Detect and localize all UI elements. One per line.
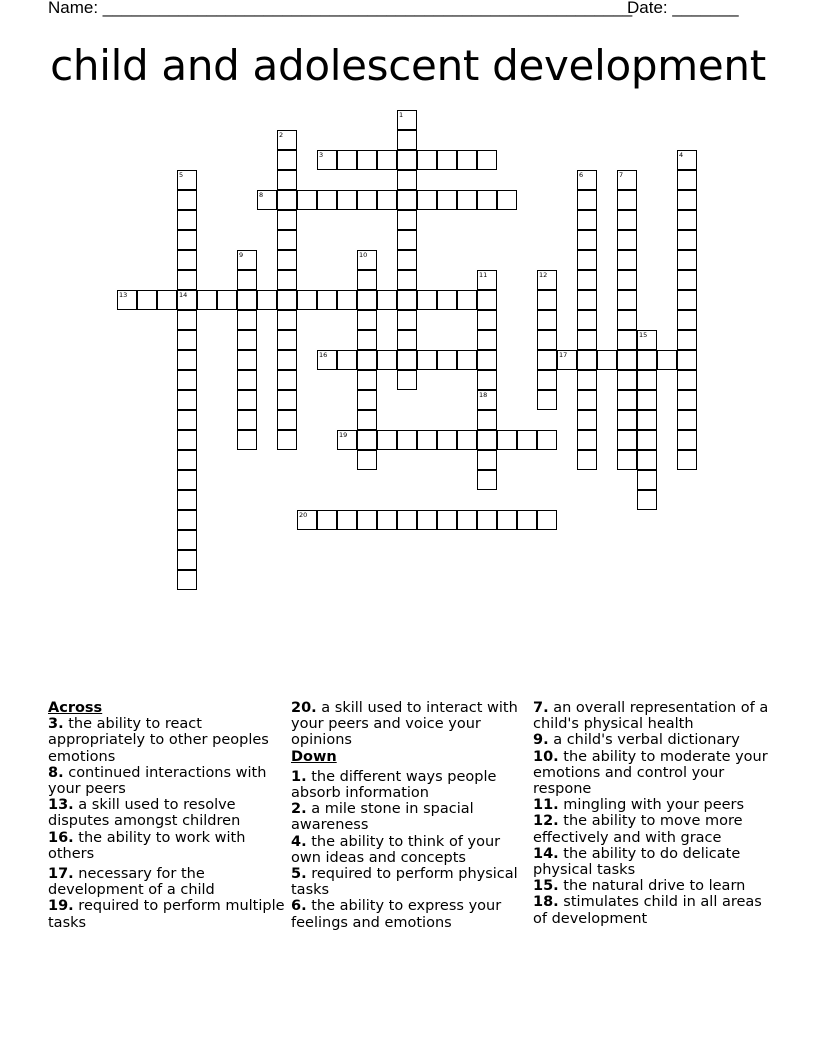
grid-cell[interactable] (397, 350, 417, 370)
grid-cell[interactable] (237, 250, 257, 270)
clue-down-7: 7. an overall representation of a child's physical health (533, 700, 769, 733)
grid-cell[interactable] (577, 350, 597, 370)
grid-cell[interactable] (277, 270, 297, 290)
grid-cell[interactable] (617, 430, 637, 450)
grid-cell[interactable] (517, 510, 537, 530)
grid-cell[interactable] (617, 390, 637, 410)
grid-cell[interactable] (317, 350, 337, 370)
grid-cell[interactable] (277, 370, 297, 390)
grid-cell[interactable] (477, 470, 497, 490)
grid-cell[interactable] (377, 510, 397, 530)
grid-cell[interactable] (397, 230, 417, 250)
grid-cell[interactable] (457, 430, 477, 450)
grid-cell[interactable] (537, 390, 557, 410)
grid-cell[interactable] (577, 430, 597, 450)
grid-cell[interactable] (677, 350, 697, 370)
grid-cell[interactable] (457, 150, 477, 170)
clue-number-9: 9 (239, 251, 244, 259)
clue-down-12: 12. the ability to move more effectively and with grace (533, 813, 743, 846)
grid-cell[interactable] (677, 370, 697, 390)
grid-cell[interactable] (437, 190, 457, 210)
grid-cell[interactable] (637, 330, 657, 350)
grid-cell[interactable] (397, 310, 417, 330)
grid-cell[interactable] (577, 390, 597, 410)
grid-cell[interactable] (677, 290, 697, 310)
grid-cell[interactable] (617, 270, 637, 290)
grid-cell[interactable] (277, 390, 297, 410)
grid-cell[interactable] (177, 370, 197, 390)
grid-cell[interactable] (477, 310, 497, 330)
grid-cell[interactable] (477, 390, 497, 410)
grid-cell[interactable] (617, 290, 637, 310)
name-field-label: Name: ________________________________________________________ (48, 0, 633, 17)
grid-cell[interactable] (537, 510, 557, 530)
grid-cell[interactable] (277, 210, 297, 230)
grid-cell[interactable] (277, 230, 297, 250)
grid-cell[interactable] (457, 510, 477, 530)
clue-number-16: 16 (319, 351, 328, 359)
grid-cell[interactable] (357, 310, 377, 330)
clue-number-12: 12 (539, 271, 548, 279)
grid-cell[interactable] (177, 530, 197, 550)
grid-cell[interactable] (277, 410, 297, 430)
grid-cell[interactable] (237, 270, 257, 290)
clue-number-11: 11 (479, 271, 488, 279)
grid-cell[interactable] (177, 510, 197, 530)
grid-cell[interactable] (417, 290, 437, 310)
grid-cell[interactable] (397, 110, 417, 130)
grid-cell[interactable] (677, 450, 697, 470)
grid-cell[interactable] (577, 230, 597, 250)
grid-cell[interactable] (177, 350, 197, 370)
down-heading: Down (291, 748, 337, 765)
grid-cell[interactable] (237, 430, 257, 450)
across-heading: Across (48, 700, 103, 716)
grid-cell[interactable] (417, 350, 437, 370)
grid-cell[interactable] (237, 410, 257, 430)
grid-cell[interactable] (537, 270, 557, 290)
grid-cell[interactable] (497, 510, 517, 530)
grid-cell[interactable] (357, 150, 377, 170)
grid-cell[interactable] (357, 190, 377, 210)
grid-cell[interactable] (537, 350, 557, 370)
grid-cell[interactable] (577, 290, 597, 310)
grid-cell[interactable] (397, 270, 417, 290)
grid-cell[interactable] (617, 170, 637, 190)
grid-cell[interactable] (497, 190, 517, 210)
grid-cell[interactable] (257, 290, 277, 310)
clue-down-4: 4. the ability to think of your own ideas and concepts (291, 833, 501, 866)
clue-number-8: 8 (259, 191, 264, 199)
grid-cell[interactable] (357, 370, 377, 390)
grid-cell[interactable] (617, 350, 637, 370)
grid-cell[interactable] (177, 190, 197, 210)
clue-down-6: 6. the ability to express your feelings and emotions (291, 898, 502, 931)
clues-column-3 (533, 700, 773, 927)
clue-number-4: 4 (679, 151, 684, 159)
grid-cell[interactable] (577, 450, 597, 470)
date-field-label: Date: _______ (627, 0, 739, 17)
grid-cell[interactable] (397, 330, 417, 350)
grid-cell[interactable] (177, 330, 197, 350)
grid-cell[interactable] (677, 270, 697, 290)
grid-cell[interactable] (237, 330, 257, 350)
grid-cell[interactable] (677, 170, 697, 190)
grid-cell[interactable] (617, 330, 637, 350)
grid-cell[interactable] (277, 350, 297, 370)
grid-cell[interactable] (537, 290, 557, 310)
grid-cell[interactable] (637, 430, 657, 450)
grid-cell[interactable] (537, 330, 557, 350)
grid-cell[interactable] (237, 310, 257, 330)
grid-cell[interactable] (577, 210, 597, 230)
grid-cell[interactable] (377, 290, 397, 310)
grid-cell[interactable] (397, 430, 417, 450)
grid-cell[interactable] (617, 370, 637, 390)
grid-cell[interactable] (477, 350, 497, 370)
grid-cell[interactable] (397, 150, 417, 170)
grid-cell[interactable] (437, 290, 457, 310)
clue-down-5: 5. required to perform physical tasks (291, 866, 518, 899)
grid-cell[interactable] (457, 290, 477, 310)
grid-cell[interactable] (177, 310, 197, 330)
clue-across-8: 8. continued interactions with your peers (48, 764, 267, 798)
grid-cell[interactable] (677, 210, 697, 230)
grid-cell[interactable] (137, 290, 157, 310)
grid-cell[interactable] (377, 150, 397, 170)
grid-cell[interactable] (277, 310, 297, 330)
grid-cell[interactable] (237, 350, 257, 370)
grid-cell[interactable] (537, 310, 557, 330)
grid-cell[interactable] (337, 510, 357, 530)
grid-cell[interactable] (617, 310, 637, 330)
grid-cell[interactable] (477, 370, 497, 390)
grid-cell[interactable] (377, 430, 397, 450)
clue-number-18: 18 (479, 391, 488, 399)
grid-cell[interactable] (577, 330, 597, 350)
grid-cell[interactable] (517, 430, 537, 450)
grid-cell[interactable] (357, 330, 377, 350)
grid-cell[interactable] (297, 290, 317, 310)
grid-cell[interactable] (437, 350, 457, 370)
grid-cell[interactable] (477, 190, 497, 210)
clue-number-14: 14 (179, 291, 188, 299)
clues-column-1 (48, 700, 288, 931)
grid-cell[interactable] (577, 370, 597, 390)
grid-cell[interactable] (637, 410, 657, 430)
grid-cell[interactable] (417, 510, 437, 530)
grid-cell[interactable] (177, 490, 197, 510)
clue-number-10: 10 (359, 251, 368, 259)
page-title: child and adolescent development (50, 41, 766, 90)
grid-cell[interactable] (677, 390, 697, 410)
grid-cell[interactable] (397, 210, 417, 230)
clue-number-13: 13 (119, 291, 128, 299)
grid-cell[interactable] (237, 370, 257, 390)
grid-cell[interactable] (357, 450, 377, 470)
grid-cell[interactable] (397, 130, 417, 150)
grid-cell[interactable] (417, 190, 437, 210)
grid-cell[interactable] (177, 390, 197, 410)
grid-cell[interactable] (477, 430, 497, 450)
grid-cell[interactable] (477, 330, 497, 350)
grid-cell[interactable] (477, 410, 497, 430)
grid-cell[interactable] (677, 430, 697, 450)
grid-cell[interactable] (397, 370, 417, 390)
grid-cell[interactable] (277, 170, 297, 190)
grid-cell[interactable] (477, 270, 497, 290)
grid-cell[interactable] (617, 410, 637, 430)
grid-cell[interactable] (357, 390, 377, 410)
grid-cell[interactable] (397, 250, 417, 270)
grid-cell[interactable] (577, 270, 597, 290)
grid-cell[interactable] (437, 510, 457, 530)
grid-cell[interactable] (277, 330, 297, 350)
grid-cell[interactable] (637, 470, 657, 490)
grid-cell[interactable] (177, 230, 197, 250)
clue-number-6: 6 (579, 171, 584, 179)
grid-cell[interactable] (397, 290, 417, 310)
grid-cell[interactable] (177, 550, 197, 570)
grid-cell[interactable] (357, 270, 377, 290)
grid-cell[interactable] (197, 290, 217, 310)
clue-across-20: 20. a skill used to interact with your peers and voice your opinions (291, 700, 518, 749)
grid-cell[interactable] (617, 450, 637, 470)
grid-cell[interactable] (177, 410, 197, 430)
grid-cell[interactable] (577, 170, 597, 190)
grid-cell[interactable] (637, 450, 657, 470)
grid-cell[interactable] (337, 150, 357, 170)
clue-number-19: 19 (339, 431, 348, 439)
grid-cell[interactable] (637, 350, 657, 370)
grid-cell[interactable] (557, 350, 577, 370)
grid-cell[interactable] (477, 450, 497, 470)
grid-cell[interactable] (177, 170, 197, 190)
clue-number-2: 2 (279, 131, 284, 139)
grid-cell[interactable] (617, 250, 637, 270)
grid-cell[interactable] (477, 150, 497, 170)
grid-cell[interactable] (357, 410, 377, 430)
grid-cell[interactable] (337, 190, 357, 210)
grid-cell[interactable] (537, 430, 557, 450)
clue-across-17: 17. necessary for the development of a child (48, 866, 215, 899)
grid-cell[interactable] (277, 430, 297, 450)
clue-number-15: 15 (639, 331, 648, 339)
grid-cell[interactable] (597, 350, 617, 370)
grid-cell[interactable] (577, 190, 597, 210)
clue-number-5: 5 (179, 171, 184, 179)
grid-cell[interactable] (577, 310, 597, 330)
clue-down-10: 10. the ability to moderate your emotions and control your respone (533, 748, 768, 798)
grid-cell[interactable] (297, 190, 317, 210)
grid-cell[interactable] (397, 510, 417, 530)
grid-cell[interactable] (677, 230, 697, 250)
grid-cell[interactable] (357, 510, 377, 530)
grid-cell[interactable] (357, 250, 377, 270)
grid-cell[interactable] (177, 570, 197, 590)
grid-cell[interactable] (637, 390, 657, 410)
grid-cell[interactable] (157, 290, 177, 310)
grid-cell[interactable] (357, 350, 377, 370)
grid-cell[interactable] (177, 470, 197, 490)
grid-cell[interactable] (577, 410, 597, 430)
grid-cell[interactable] (317, 150, 337, 170)
grid-cell[interactable] (637, 490, 657, 510)
clue-down-1: 1. the different ways people absorb information (291, 768, 497, 802)
grid-cell[interactable] (337, 430, 357, 450)
grid-cell[interactable] (357, 430, 377, 450)
grid-cell[interactable] (537, 370, 557, 390)
grid-cell[interactable] (617, 210, 637, 230)
clue-down-14: 14. the ability to do delicate physical tasks (533, 845, 741, 879)
clue-number-1: 1 (399, 111, 404, 119)
grid-cell[interactable] (457, 350, 477, 370)
grid-cell[interactable] (437, 150, 457, 170)
grid-cell[interactable] (397, 170, 417, 190)
grid-cell[interactable] (277, 250, 297, 270)
grid-cell[interactable] (437, 430, 457, 450)
clue-number-20: 20 (299, 511, 308, 519)
clue-across-3: 3. the ability to react appropriately to other peoples emotions (48, 716, 269, 765)
clue-number-7: 7 (619, 171, 624, 179)
clue-down-2: 2. a mile stone in spacial awareness (291, 801, 474, 834)
grid-cell[interactable] (257, 190, 277, 210)
grid-cell[interactable] (237, 290, 257, 310)
clue-across-19: 19. required to perform multiple tasks (48, 898, 285, 931)
grid-cell[interactable] (677, 330, 697, 350)
grid-cell[interactable] (657, 350, 677, 370)
grid-cell[interactable] (117, 290, 137, 310)
grid-cell[interactable] (317, 190, 337, 210)
grid-cell[interactable] (237, 390, 257, 410)
grid-cell[interactable] (177, 250, 197, 270)
grid-cell[interactable] (417, 150, 437, 170)
grid-cell[interactable] (377, 350, 397, 370)
grid-cell[interactable] (277, 290, 297, 310)
grid-cell[interactable] (677, 150, 697, 170)
grid-cell[interactable] (277, 150, 297, 170)
grid-cell[interactable] (677, 410, 697, 430)
clue-down-11: 11. mingling with your peers (533, 797, 745, 814)
clue-across-16: 16. the ability to work with others (48, 829, 246, 862)
grid-cell[interactable] (677, 190, 697, 210)
grid-cell[interactable] (337, 350, 357, 370)
grid-cell[interactable] (677, 310, 697, 330)
grid-cell[interactable] (477, 510, 497, 530)
grid-cell[interactable] (177, 430, 197, 450)
grid-cell[interactable] (277, 130, 297, 150)
grid-cell[interactable] (417, 430, 437, 450)
grid-cell[interactable] (337, 290, 357, 310)
grid-cell[interactable] (317, 290, 337, 310)
grid-cell[interactable] (177, 290, 197, 310)
grid-cell[interactable] (377, 190, 397, 210)
grid-cell[interactable] (577, 250, 597, 270)
grid-cell[interactable] (637, 370, 657, 390)
clue-down-15: 15. the natural drive to learn (533, 878, 746, 895)
grid-cell[interactable] (177, 270, 197, 290)
grid-cell[interactable] (677, 250, 697, 270)
clue-number-3: 3 (319, 151, 324, 159)
clue-number-17: 17 (559, 351, 568, 359)
grid-cell[interactable] (617, 190, 637, 210)
grid-cell[interactable] (177, 450, 197, 470)
grid-cell[interactable] (217, 290, 237, 310)
grid-cell[interactable] (177, 210, 197, 230)
grid-cell[interactable] (477, 290, 497, 310)
grid-cell[interactable] (277, 190, 297, 210)
clue-down-9: 9. a child's verbal dictionary (533, 732, 740, 749)
clues-column-2 (291, 700, 531, 931)
grid-cell[interactable] (397, 190, 417, 210)
grid-cell[interactable] (317, 510, 337, 530)
clue-down-18: 18. stimulates child in all areas of development (533, 894, 762, 927)
grid-cell[interactable] (617, 230, 637, 250)
grid-cell[interactable] (357, 290, 377, 310)
grid-cell[interactable] (297, 510, 317, 530)
clue-across-13: 13. a skill used to resolve disputes amongst children (48, 797, 241, 830)
grid-cell[interactable] (457, 190, 477, 210)
grid-cell[interactable] (497, 430, 517, 450)
